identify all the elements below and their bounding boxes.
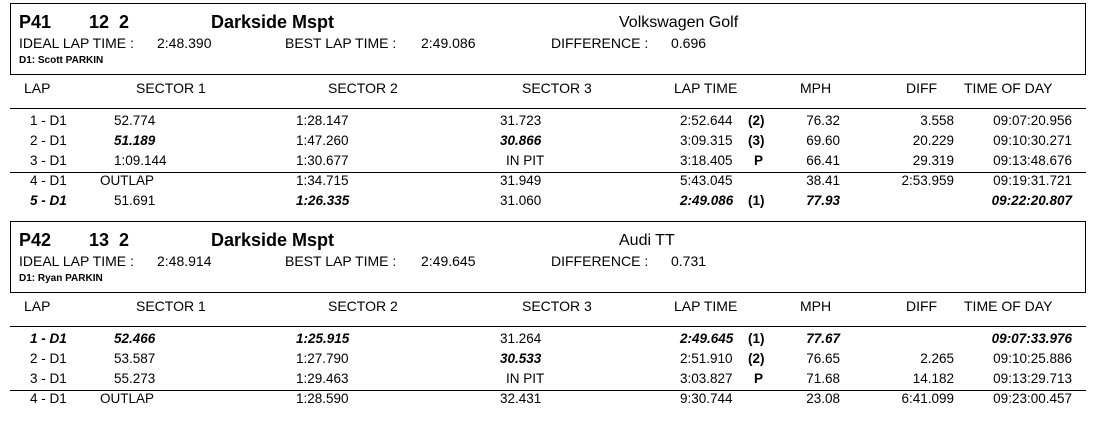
sector-2: 1:34.715 bbox=[296, 173, 349, 188]
sector-2: 1:25.915 bbox=[296, 331, 350, 346]
col-time-of-day: TIME OF DAY bbox=[964, 80, 1053, 96]
lap-number: 4 - D1 bbox=[30, 173, 67, 188]
lap-time: 3:03.827 bbox=[680, 371, 733, 386]
divider bbox=[10, 108, 1086, 109]
sector-2: 1:30.677 bbox=[296, 153, 349, 168]
mph: 71.68 bbox=[806, 371, 840, 386]
lap-time: 3:09.315 bbox=[680, 133, 733, 148]
lap-time: 5:43.045 bbox=[680, 173, 733, 188]
col-sector-3: SECTOR 3 bbox=[522, 80, 592, 96]
diff: 29.319 bbox=[912, 153, 954, 168]
sector-3: 31.949 bbox=[500, 173, 542, 188]
diff: 3.558 bbox=[920, 113, 954, 128]
difference-value: 0.696 bbox=[671, 35, 707, 51]
class-code: 12 2 bbox=[89, 12, 130, 32]
sector-2: 1:47.260 bbox=[296, 133, 349, 148]
col-time-of-day: TIME OF DAY bbox=[964, 298, 1053, 314]
mph: 38.41 bbox=[806, 173, 840, 188]
lap-number: 1 - D1 bbox=[30, 331, 67, 346]
time-of-day: 09:10:25.886 bbox=[993, 351, 1072, 366]
car-model: Audi TT bbox=[619, 232, 675, 249]
lap-time: 2:52.644 bbox=[680, 113, 733, 128]
col-sector-1: SECTOR 1 bbox=[136, 298, 206, 314]
best-lap-value: 2:49.645 bbox=[421, 253, 476, 269]
team-name: Darkside Mspt bbox=[211, 12, 335, 32]
ideal-lap-label: IDEAL LAP TIME : bbox=[19, 35, 134, 51]
sector-1: 55.273 bbox=[114, 371, 156, 386]
lap-number: 3 - D1 bbox=[30, 371, 67, 386]
sector-2: 1:27.790 bbox=[296, 351, 349, 366]
sector-1: 52.466 bbox=[114, 331, 156, 346]
time-of-day: 09:07:20.956 bbox=[993, 113, 1072, 128]
car-number: P41 bbox=[19, 12, 52, 32]
sector-1: 51.189 bbox=[114, 133, 156, 148]
sector-3: 31.264 bbox=[500, 331, 542, 346]
sector-2: 1:29.463 bbox=[296, 371, 349, 386]
sector-2: 1:28.147 bbox=[296, 113, 349, 128]
mph: 23.08 bbox=[806, 391, 840, 406]
car-model: Volkswagen Golf bbox=[619, 14, 739, 31]
col-sector-3: SECTOR 3 bbox=[522, 298, 592, 314]
lap-position: (1) bbox=[748, 331, 765, 346]
ideal-lap-label: IDEAL LAP TIME : bbox=[19, 253, 134, 269]
col-diff: DIFF bbox=[906, 80, 938, 96]
diff: 2.265 bbox=[920, 351, 954, 366]
difference-label: DIFFERENCE : bbox=[551, 35, 649, 51]
lap-position: (2) bbox=[748, 351, 765, 366]
sector-2: 1:26.335 bbox=[296, 193, 350, 208]
entry-p42 bbox=[10, 221, 1086, 428]
lap-time: 9:30.744 bbox=[680, 391, 733, 406]
difference-label: DIFFERENCE : bbox=[551, 253, 649, 269]
team-name: Darkside Mspt bbox=[211, 230, 335, 250]
sector-1: OUTLAP bbox=[100, 173, 155, 188]
ideal-lap-value: 2:48.390 bbox=[157, 35, 212, 51]
entry-p41 bbox=[10, 3, 1086, 210]
ideal-lap-value: 2:48.914 bbox=[157, 253, 212, 269]
diff: 6:41.099 bbox=[901, 391, 954, 406]
mph: 76.65 bbox=[806, 351, 840, 366]
pit-flag: P bbox=[754, 153, 764, 168]
lap-time: 2:51.910 bbox=[680, 351, 733, 366]
sector-1: 51.691 bbox=[114, 193, 156, 208]
lap-time: 2:49.086 bbox=[680, 193, 734, 208]
lap-time: 3:18.405 bbox=[680, 153, 733, 168]
entry-header-box bbox=[10, 3, 1086, 75]
time-of-day: 09:13:29.713 bbox=[993, 371, 1072, 386]
lap-number: 2 - D1 bbox=[30, 351, 67, 366]
best-lap-value: 2:49.086 bbox=[421, 35, 476, 51]
entry-header-box bbox=[10, 221, 1086, 293]
lap-number: 3 - D1 bbox=[30, 153, 67, 168]
col-lap: LAP bbox=[24, 80, 51, 96]
driver-name: D1: Ryan PARKIN bbox=[19, 273, 103, 284]
sector-3: IN PIT bbox=[506, 153, 545, 168]
best-lap-label: BEST LAP TIME : bbox=[285, 253, 397, 269]
lap-number: 5 - D1 bbox=[30, 193, 67, 208]
col-mph: MPH bbox=[800, 298, 832, 314]
diff: 20.229 bbox=[912, 133, 954, 148]
difference-value: 0.731 bbox=[671, 253, 707, 269]
pit-flag: P bbox=[754, 371, 764, 386]
sector-1: OUTLAP bbox=[100, 391, 155, 406]
sector-1: 1:09.144 bbox=[114, 153, 167, 168]
mph: 77.93 bbox=[806, 193, 840, 208]
time-of-day: 09:19:31.721 bbox=[993, 173, 1072, 188]
diff: 14.182 bbox=[912, 371, 954, 386]
sector-2: 1:28.590 bbox=[296, 391, 349, 406]
col-lap: LAP bbox=[24, 298, 51, 314]
best-lap-label: BEST LAP TIME : bbox=[285, 35, 397, 51]
mph: 76.32 bbox=[806, 113, 840, 128]
divider bbox=[10, 326, 1086, 327]
sector-1: 53.587 bbox=[114, 351, 156, 366]
lap-position: (3) bbox=[748, 133, 765, 148]
mph: 69.60 bbox=[806, 133, 840, 148]
sector-3: 32.431 bbox=[500, 391, 542, 406]
col-lap-time: LAP TIME bbox=[674, 298, 738, 314]
car-number: P42 bbox=[19, 230, 52, 250]
lap-position: (2) bbox=[748, 113, 765, 128]
time-of-day: 09:10:30.271 bbox=[993, 133, 1072, 148]
col-diff: DIFF bbox=[906, 298, 938, 314]
mph: 66.41 bbox=[806, 153, 840, 168]
sector-3: 31.060 bbox=[500, 193, 542, 208]
time-of-day: 09:07:33.976 bbox=[991, 331, 1072, 346]
lap-number: 4 - D1 bbox=[30, 391, 67, 406]
lap-number: 2 - D1 bbox=[30, 133, 67, 148]
sector-1: 52.774 bbox=[114, 113, 156, 128]
lap-time: 2:49.645 bbox=[680, 331, 734, 346]
col-mph: MPH bbox=[800, 80, 832, 96]
time-of-day: 09:22:20.807 bbox=[991, 193, 1072, 208]
sector-3: 31.723 bbox=[500, 113, 542, 128]
time-of-day: 09:23:00.457 bbox=[993, 391, 1072, 406]
sector-3: 30.866 bbox=[500, 133, 542, 148]
col-sector-2: SECTOR 2 bbox=[328, 80, 398, 96]
col-sector-2: SECTOR 2 bbox=[328, 298, 398, 314]
sector-3: 30.533 bbox=[500, 351, 542, 366]
sector-3: IN PIT bbox=[506, 371, 545, 386]
col-sector-1: SECTOR 1 bbox=[136, 80, 206, 96]
lap-position: (1) bbox=[748, 193, 765, 208]
mph: 77.67 bbox=[806, 331, 840, 346]
class-code: 13 2 bbox=[89, 230, 130, 250]
col-lap-time: LAP TIME bbox=[674, 80, 738, 96]
driver-name: D1: Scott PARKIN bbox=[19, 55, 104, 66]
time-of-day: 09:13:48.676 bbox=[993, 153, 1072, 168]
lap-number: 1 - D1 bbox=[30, 113, 67, 128]
diff: 2:53.959 bbox=[901, 173, 954, 188]
